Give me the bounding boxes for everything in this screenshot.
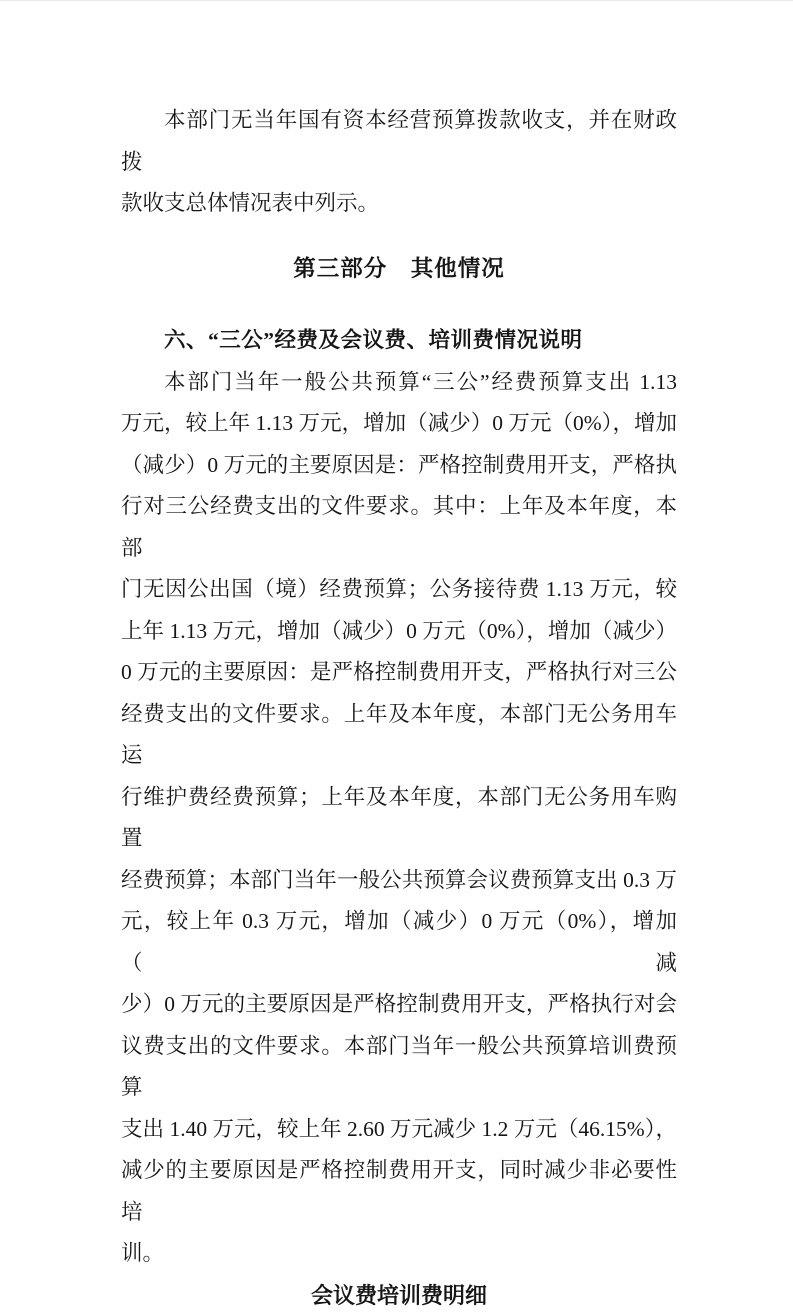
- text-line: 门无因公出国（境）经费预算；公务接待费 1.13 万元，较: [121, 569, 677, 611]
- text-line: 少）0 万元的主要原因是严格控制费用开支，严格执行对会: [121, 984, 677, 1026]
- text-line: 上年 1.13 万元，增加（减少）0 万元（0%），增加（减少）: [121, 611, 677, 653]
- text-line: 款收支总体情况表中列示。: [121, 183, 677, 225]
- text-line: 本部门无当年国有资本经营预算拨款收支，并在财政拨: [121, 100, 677, 183]
- text-line: 元，较上年 0.3 万元，增加（减少）0 万元（0%），增加（减: [121, 901, 677, 984]
- text-line: 训。: [121, 1233, 677, 1275]
- text-line: 支出 1.40 万元，较上年 2.60 万元减少 1.2 万元（46.15%），: [121, 1109, 677, 1151]
- text-line: 0 万元的主要原因：是严格控制费用开支，严格执行对三公: [121, 652, 677, 694]
- text-line: 减少的主要原因是严格控制费用开支，同时减少非必要性培: [121, 1150, 677, 1233]
- part-heading: 第三部分 其他情况: [121, 248, 677, 290]
- body-paragraph: [121, 362, 677, 1275]
- text-line: 经费预算；本部门当年一般公共预算会议费预算支出 0.3 万: [121, 860, 677, 902]
- text-line: 本部门当年一般公共预算“三公”经费预算支出 1.13: [121, 362, 677, 404]
- text-line: 行维护费经费预算；上年及本年度，本部门无公务用车购置: [121, 777, 677, 860]
- intro-paragraph: [121, 100, 677, 225]
- text-line: 经费支出的文件要求。上年及本年度，本部门无公务用车运: [121, 694, 677, 777]
- text-line: 议费支出的文件要求。本部门当年一般公共预算培训费预算: [121, 1026, 677, 1109]
- table-title: 会议费培训费明细: [121, 1275, 677, 1316]
- text-line: 万元，较上年 1.13 万元，增加（减少）0 万元（0%），增加: [121, 403, 677, 445]
- section-heading: 六、“三公”经费及会议费、培训费情况说明: [121, 320, 677, 362]
- document-content: [0, 1, 793, 1316]
- text-line: （减少）0 万元的主要原因是：严格控制费用开支，严格执: [121, 445, 677, 487]
- text-line: 行对三公经费支出的文件要求。其中：上年及本年度，本部: [121, 486, 677, 569]
